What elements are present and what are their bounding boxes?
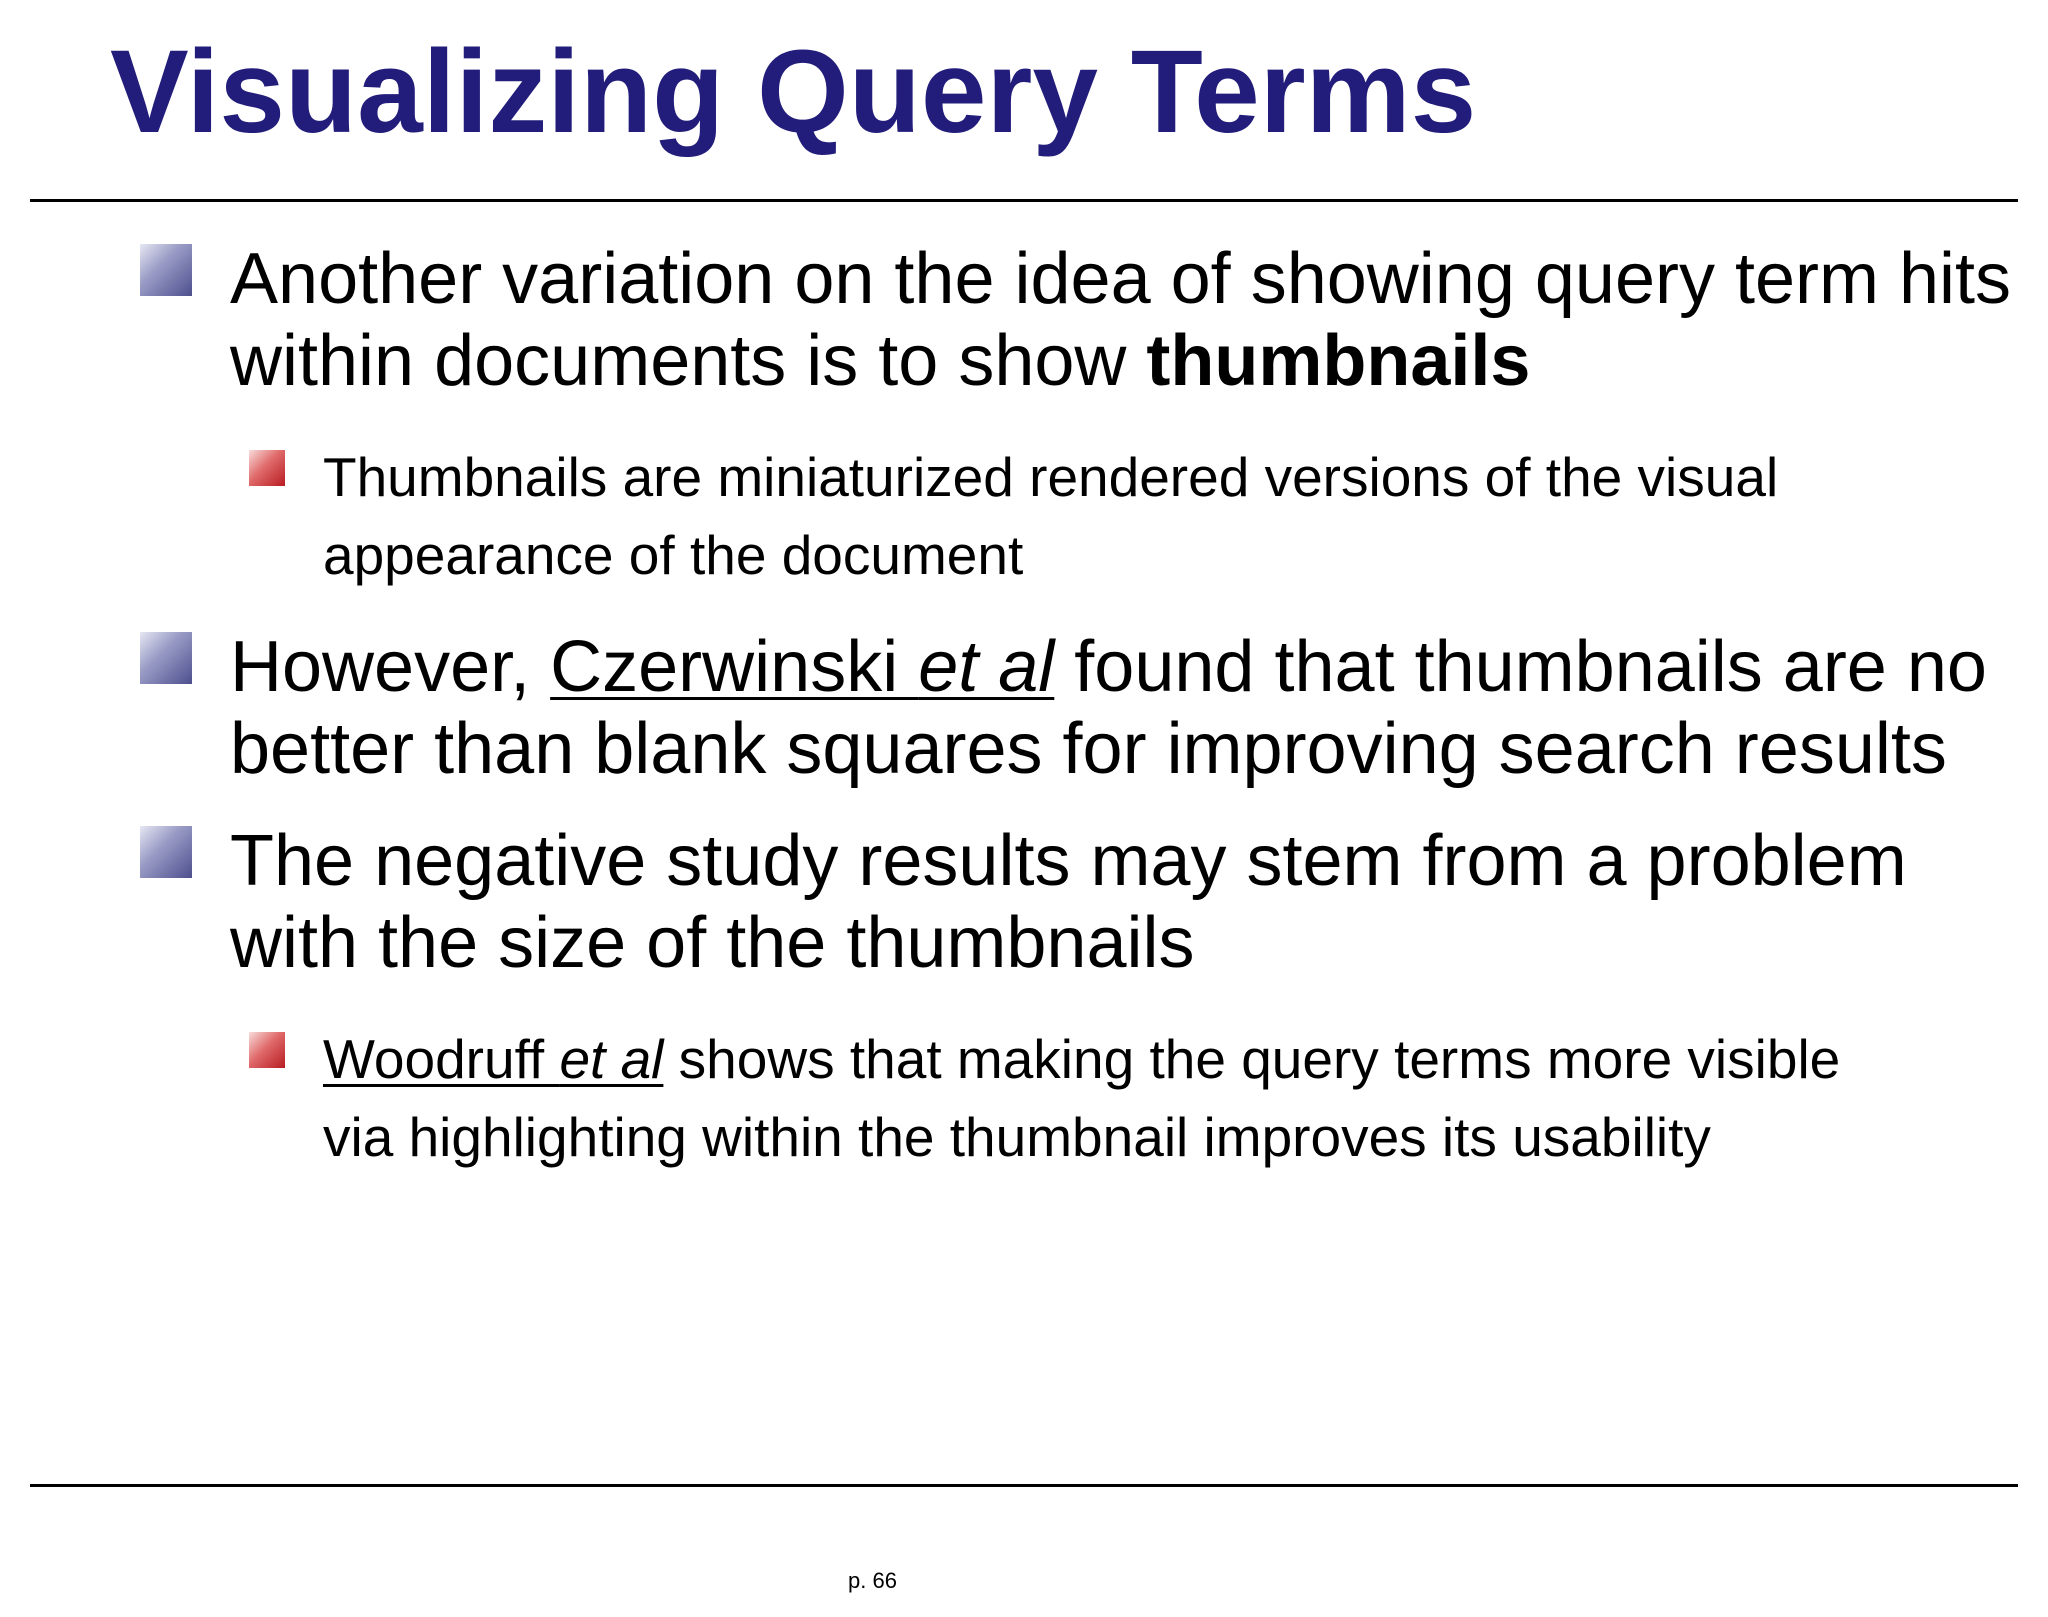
bullet-text-run: found that thumbnails are no	[1054, 627, 1987, 707]
bullet-text-run: shows that making the query terms more visible	[663, 1028, 1841, 1090]
sub-bullet-item	[323, 438, 1778, 594]
top-divider	[30, 199, 2018, 202]
bottom-divider	[30, 1484, 2018, 1487]
small-square-bullet-icon	[249, 450, 285, 486]
citation-author: Woodruff	[323, 1028, 560, 1090]
bullet-item	[230, 626, 1987, 790]
bullet-item	[230, 820, 1907, 984]
bullet-line	[323, 438, 1778, 516]
bullet-line	[230, 320, 2011, 402]
sub-bullet-item	[323, 1020, 1840, 1176]
slide-title: Visualizing Query Terms	[110, 26, 1477, 158]
bullet-line	[230, 708, 1987, 790]
bullet-text-run: However,	[230, 627, 551, 707]
bullet-line	[323, 1098, 1840, 1176]
bullet-text-run: Thumbnails are miniaturized rendered versions of the visual	[323, 446, 1779, 508]
citation-link[interactable]	[323, 1028, 663, 1090]
bullet-text-run: within documents is to show	[230, 321, 1147, 401]
sub-bullet-text	[323, 438, 1778, 594]
citation-etal: et al	[559, 1028, 664, 1090]
sub-bullet-text	[323, 1020, 1840, 1176]
bullet-item	[230, 238, 2011, 402]
bullet-text-run: Another variation on the idea of showing query term hits	[230, 239, 2012, 319]
bullet-text-run: with the size of the thumbnails	[230, 903, 1195, 983]
citation-author: Czerwinski	[550, 627, 919, 707]
bullet-line	[230, 238, 2011, 320]
citation-link[interactable]	[550, 627, 1054, 707]
small-square-bullet-icon	[249, 1032, 285, 1068]
bullet-text-run: The negative study results may stem from a problem	[230, 821, 1907, 901]
bullet-text-run: via highlighting within the thumbnail improves its usability	[323, 1106, 1711, 1168]
square-bullet-icon	[140, 826, 192, 878]
citation-etal: et al	[918, 627, 1055, 707]
bullet-text-run: better than blank squares for improving search results	[230, 709, 1947, 789]
bullet-line	[323, 1020, 1840, 1098]
bullet-line	[230, 820, 1907, 902]
bullet-line	[230, 902, 1907, 984]
bullet-text	[230, 626, 1987, 790]
square-bullet-icon	[140, 244, 192, 296]
square-bullet-icon	[140, 632, 192, 684]
bullet-text	[230, 238, 2011, 402]
page-number: p. 66	[848, 1568, 897, 1593]
bold-term: thumbnails	[1146, 321, 1531, 401]
bullet-line	[323, 516, 1778, 594]
bullet-text-run: appearance of the document	[323, 524, 1024, 586]
bullet-line	[230, 626, 1987, 708]
bullet-text	[230, 820, 1907, 984]
